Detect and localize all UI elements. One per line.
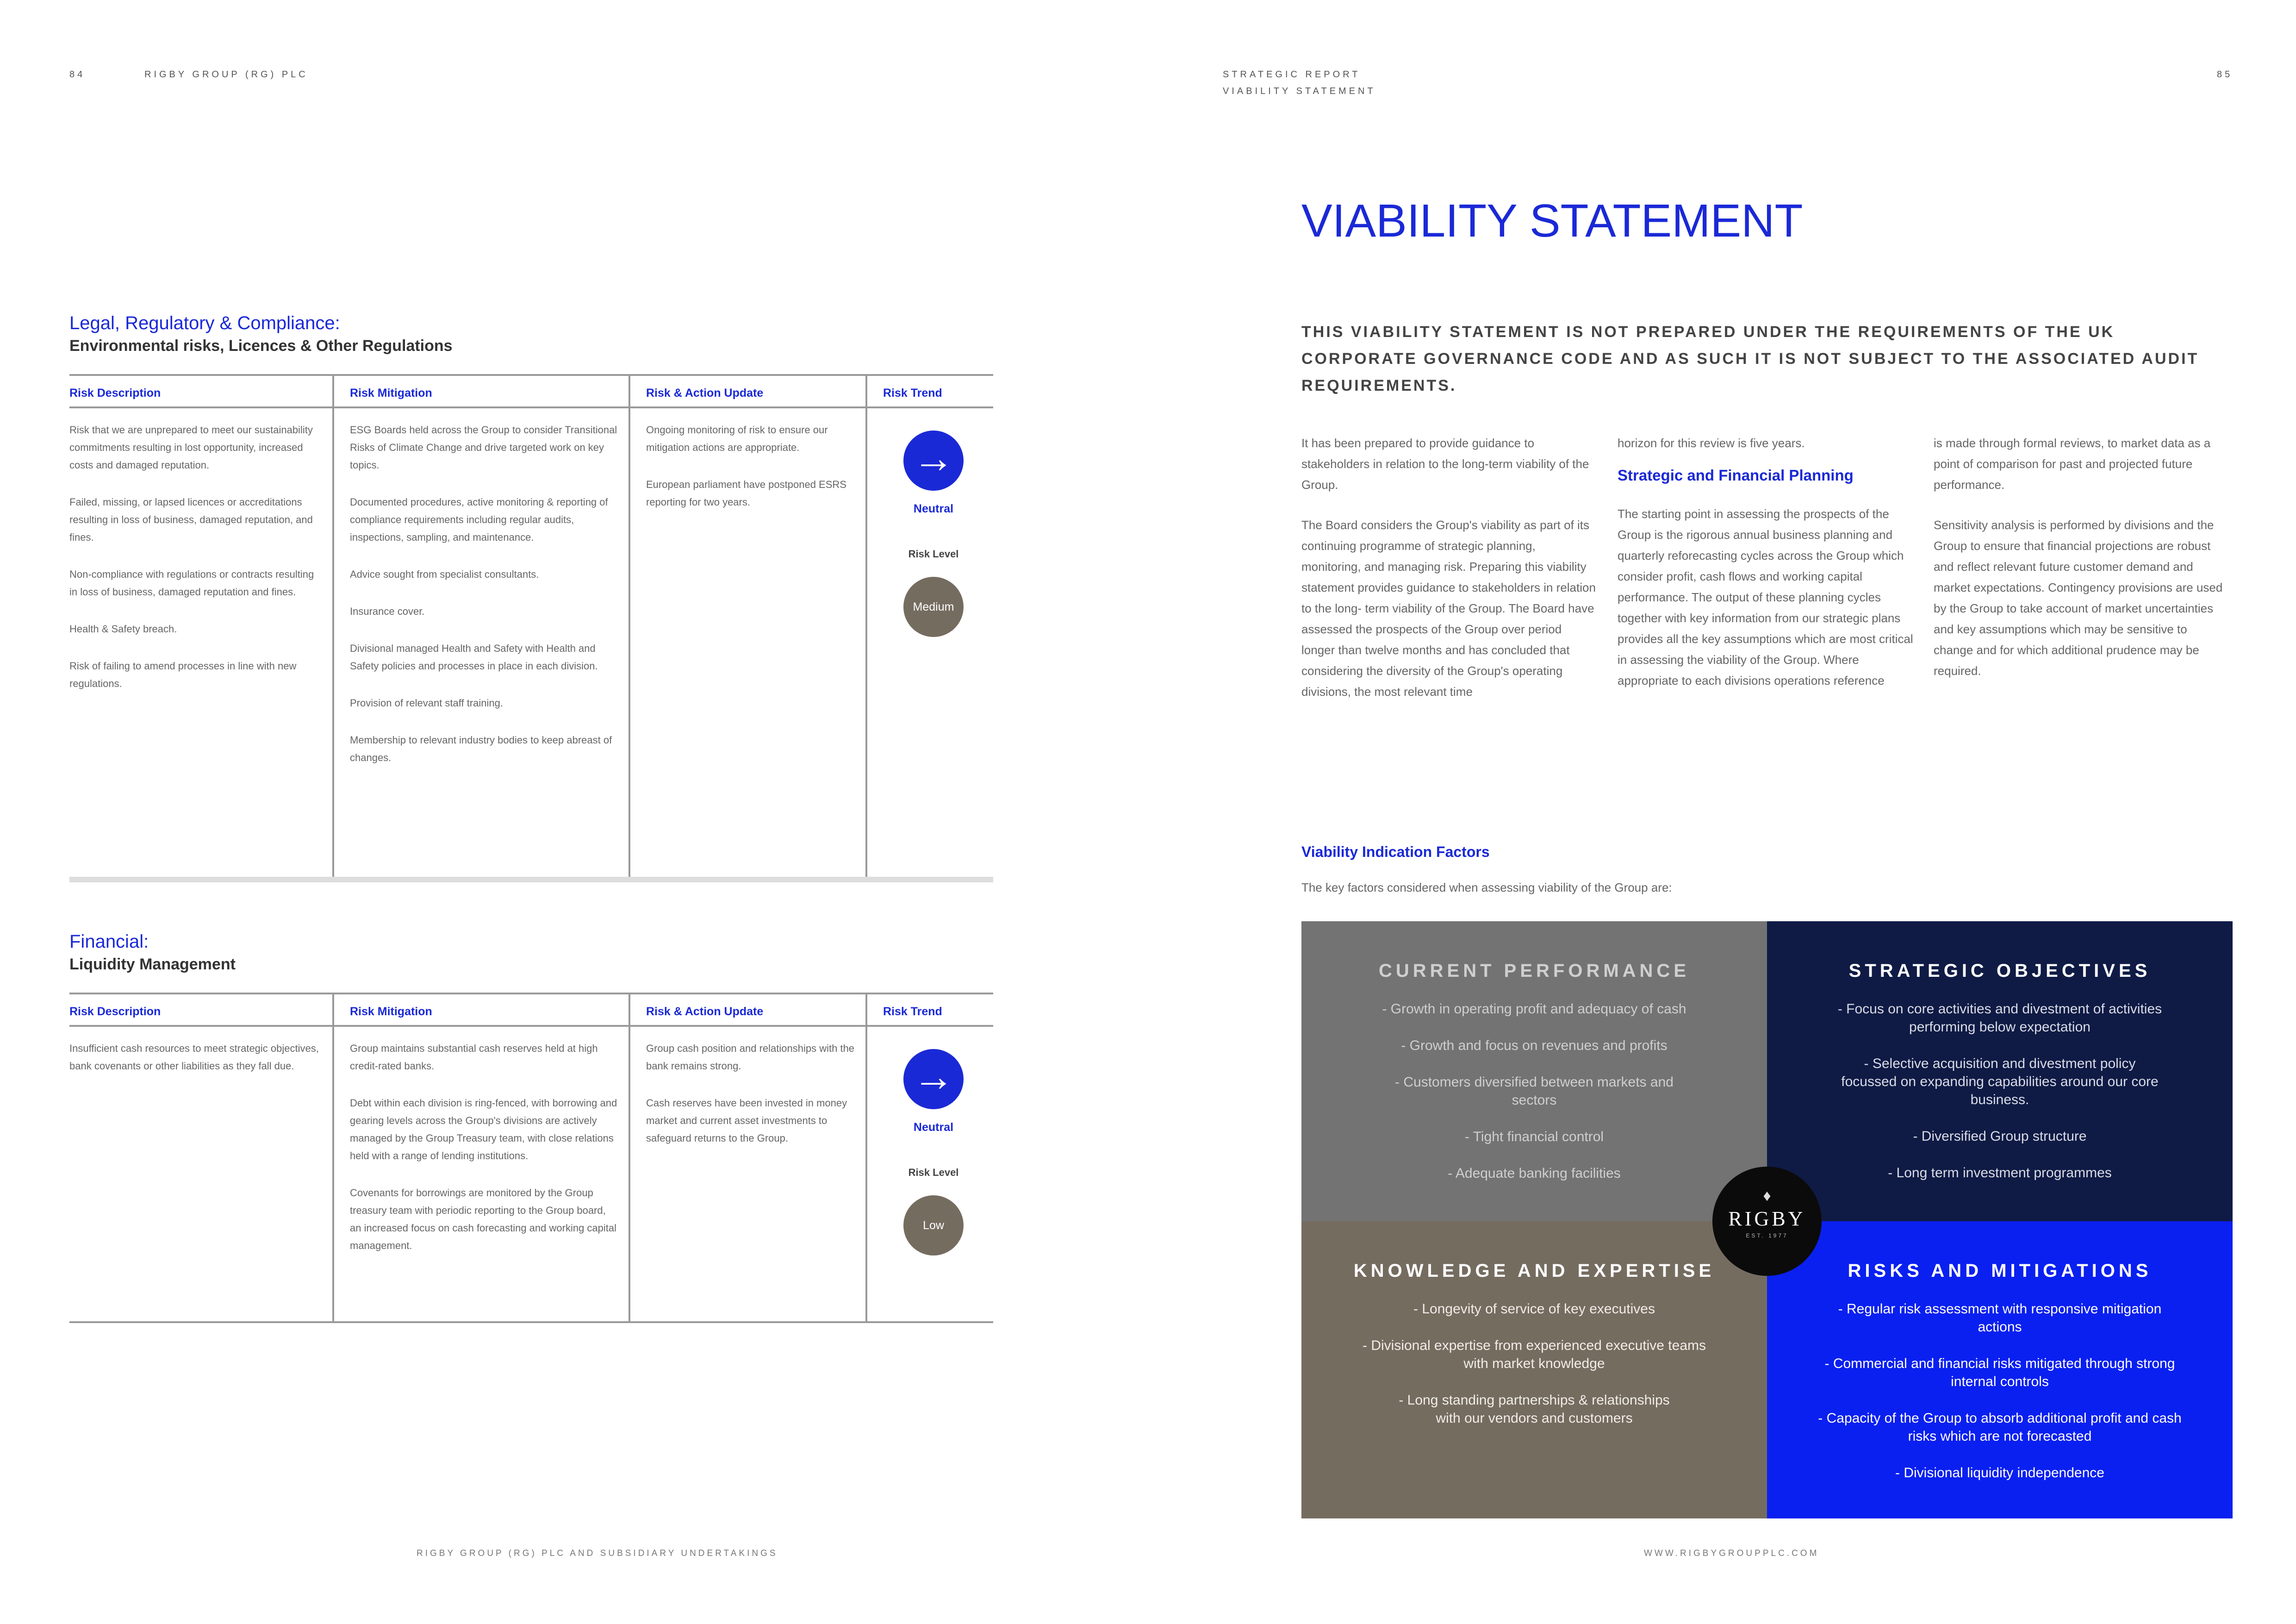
quadrant-title: RISKS AND MITIGATIONS	[1848, 1261, 2152, 1281]
header-risk-description: Risk Description	[69, 993, 333, 1026]
quadrant-item: - Long standing partnerships & relationships with our vendors and customers	[1399, 1393, 1670, 1426]
quadrant-knowledge-expertise	[1301, 1221, 1767, 1518]
page-title: VIABILITY STATEMENT	[1301, 195, 1803, 247]
risk-update-cell	[629, 1026, 866, 1322]
risk-update-cell	[629, 407, 866, 880]
description-paragraph: Risk that we are unprepared to meet our sustainability commitments resulting in lost opportunity, increased costs and damaged reputation.	[69, 424, 313, 471]
section-title-legal: Legal, Regulatory & Compliance:	[69, 313, 340, 333]
quadrant-item: - Customers diversified between markets and sectors	[1395, 1074, 1674, 1108]
quadrant-title: STRATEGIC OBJECTIVES	[1848, 961, 2151, 981]
risk-table-legal	[69, 374, 993, 882]
header-risk-action-update: Risk & Action Update	[629, 375, 866, 407]
quadrant-title: CURRENT PERFORMANCE	[1379, 961, 1690, 981]
mitigation-paragraph: Covenants for borrowings are monitored by the Group treasury team with periodic reporting to the Group board, an increased focus on cash forecasting and working capital management.	[350, 1187, 617, 1251]
mitigation-paragraph: Insurance cover.	[350, 606, 425, 617]
description-paragraph: Health & Safety breach.	[69, 623, 177, 635]
header-risk-mitigation: Risk Mitigation	[333, 993, 629, 1026]
mitigation-paragraph: Documented procedures, active monitoring & reporting of compliance requirements including regular audits, inspections, sampling, and maintenance.	[350, 496, 608, 543]
update-paragraph: European parliament have postponed ESRS reporting for two years.	[646, 479, 846, 508]
right-footer: WWW.RIGBYGROUPPLC.COM	[1644, 1549, 1819, 1558]
body-paragraph: The Board considers the Group's viability as part of its continuing programme of strategic planning, monitoring, and managing risk. Preparing this viability statement provides guidance to stakeholders in relation to the long- term viability of the Group. The Board have assessed the prospects of the Group over period longer than twelve months and has concluded that considering the diversity of the Group's operating divisions, the most relevant time	[1301, 518, 1596, 699]
quadrant-item: - Commercial and financial risks mitigated through strong internal controls	[1824, 1356, 2175, 1389]
quadrant-item: - Tight financial control	[1464, 1129, 1604, 1144]
factors-intro: The key factors considered when assessing viability of the Group are:	[1301, 881, 1672, 894]
mitigation-paragraph: ESG Boards held across the Group to consider Transitional Risks of Climate Change and drive targeted work on key topics.	[350, 424, 617, 471]
subheading-strategic-planning: Strategic and Financial Planning	[1618, 467, 1854, 484]
risk-level-badge: Low	[903, 1195, 964, 1255]
body-paragraph: Sensitivity analysis is performed by divisions and the Group to ensure that financial projections are robust and reflect relevant future customer demand and market expectations. Contingency provisions are used by the Group to take account of market uncertainties and key assumptions which may be sensitive to change and for which additional prudence may be required.	[1934, 518, 2223, 678]
table-header-row	[69, 375, 993, 407]
quadrant-strategic-objectives	[1767, 921, 2233, 1221]
section-subtitle-legal: Environmental risks, Licences & Other Regulations	[69, 337, 453, 355]
section-title-financial: Financial:	[69, 931, 149, 952]
risk-description-cell	[69, 407, 333, 880]
crest-icon: ♦	[1763, 1187, 1771, 1205]
left-page-number: 84	[69, 69, 86, 80]
left-company-name: RIGBY GROUP (RG) PLC	[144, 69, 308, 80]
quadrant-item: - Focus on core activities and divestment of activities performing below expectation	[1837, 1001, 2162, 1035]
quadrant-risks-mitigations	[1767, 1221, 2233, 1518]
description-paragraph: Failed, missing, or lapsed licences or accreditations resulting in loss of business, damaged reputation, and fines.	[69, 496, 313, 543]
description-paragraph: Insufficient cash resources to meet strategic objectives, bank covenants or other liabilities as they fall due.	[69, 1043, 319, 1072]
update-paragraph: Ongoing monitoring of risk to ensure our mitigation actions are appropriate.	[646, 424, 828, 453]
quadrant-item: - Divisional expertise from experienced executive teams with market knowledge	[1363, 1338, 1706, 1371]
arrow-right-icon: →	[903, 431, 964, 491]
table-header-row	[69, 993, 993, 1026]
quadrant-title: KNOWLEDGE AND EXPERTISE	[1353, 1261, 1715, 1281]
quadrant-item: - Diversified Group structure	[1913, 1129, 2087, 1144]
quadrant-item: - Capacity of the Group to absorb additional profit and cash risks which are not forecasted	[1818, 1411, 2182, 1444]
body-paragraph: is made through formal reviews, to market data as a point of comparison for past and projected future performance.	[1934, 436, 2211, 492]
logo-wordmark: RIGBY	[1728, 1207, 1806, 1230]
quadrant-item: - Selective acquisition and divestment policy focussed on expanding capabilities around our core business.	[1841, 1056, 2159, 1107]
mitigation-paragraph: Provision of relevant staff training.	[350, 697, 503, 709]
trend-label: Neutral	[913, 1121, 954, 1134]
quadrant-item: - Growth and focus on revenues and profits	[1401, 1038, 1668, 1053]
left-footer: RIGBY GROUP (RG) PLC AND SUBSIDIARY UNDERTAKINGS	[417, 1549, 778, 1558]
header-risk-trend: Risk Trend	[866, 375, 993, 407]
intro-statement: THIS VIABILITY STATEMENT IS NOT PREPARED UNDER THE REQUIREMENTS OF THE UK CORPORATE GOVERNANCE CODE AND AS SUCH IT IS NOT SUBJECT TO THE ASSOCIATED AUDIT REQUIREMENTS.	[1301, 323, 2199, 394]
header-risk-action-update: Risk & Action Update	[629, 993, 866, 1026]
body-paragraph: It has been prepared to provide guidance to stakeholders in relation to the long-term viability of the Group.	[1301, 436, 1589, 492]
quadrant-item: - Growth in operating profit and adequacy of cash	[1382, 1001, 1686, 1017]
update-paragraph: Group cash position and relationships with the bank remains strong.	[646, 1043, 855, 1072]
arrow-right-icon: →	[903, 1049, 964, 1109]
table-row	[69, 1026, 993, 1322]
risk-mitigation-cell	[333, 1026, 629, 1322]
quadrant-item: - Long term investment programmes	[1888, 1165, 2112, 1181]
breadcrumb-strategic-report: STRATEGIC REPORT	[1223, 69, 1361, 80]
risk-mitigation-cell	[333, 407, 629, 880]
mitigation-paragraph: Membership to relevant industry bodies to keep abreast of changes.	[350, 734, 612, 763]
factors-heading: Viability Indication Factors	[1301, 843, 1490, 860]
risk-description-cell	[69, 1026, 333, 1322]
header-risk-trend: Risk Trend	[866, 993, 993, 1026]
risk-trend-cell	[866, 407, 993, 880]
quadrant-item: - Regular risk assessment with responsive mitigation actions	[1838, 1301, 2162, 1335]
description-paragraph: Risk of failing to amend processes in line with new regulations.	[69, 660, 297, 689]
quadrant-item: - Longevity of service of key executives	[1413, 1301, 1655, 1317]
trend-label: Neutral	[913, 502, 954, 515]
description-paragraph: Non-compliance with regulations or contracts resulting in loss of business, damaged reputation and fines.	[69, 568, 314, 598]
section-subtitle-financial: Liquidity Management	[69, 956, 236, 973]
text-column-1	[1301, 433, 1598, 722]
header-risk-mitigation: Risk Mitigation	[333, 375, 629, 407]
quadrant-item: - Divisional liquidity independence	[1895, 1465, 2104, 1480]
body-paragraph: horizon for this review is five years.	[1618, 436, 1805, 450]
quadrant-current-performance	[1301, 921, 1767, 1221]
body-paragraph: The starting point in assessing the prospects of the Group is the rigorous annual business planning and quarterly reforecasting cycles across the Group which consider profit, cash flows and working capital performance. The output of these planning cycles together with key information from our strategic plans provides all the key assumptions which are most critical in assessing the viability of the Group. Where appropriate to each divisions operations reference	[1618, 507, 1913, 687]
text-column-2	[1618, 433, 1914, 711]
update-paragraph: Cash reserves have been invested in money market and current asset investments to safeguard returns to the Group.	[646, 1097, 847, 1144]
header-risk-description: Risk Description	[69, 375, 333, 407]
risk-level-label: Risk Level	[908, 1167, 959, 1178]
text-column-3	[1934, 433, 2230, 701]
risk-level-label: Risk Level	[908, 548, 959, 560]
risk-level-badge: Medium	[903, 577, 964, 637]
right-page-number: 85	[2217, 69, 2233, 80]
logo-established: EST. 1977	[1746, 1232, 1788, 1239]
mitigation-paragraph: Debt within each division is ring-fenced, with borrowing and gearing levels across the Group's divisions are actively managed by the Group Treasury team, with close relations held with a range of lending institutions.	[350, 1097, 617, 1162]
table-row	[69, 407, 993, 880]
breadcrumb-viability-statement: VIABILITY STATEMENT	[1223, 86, 1376, 96]
mitigation-paragraph: Advice sought from specialist consultants.	[350, 568, 539, 580]
quadrant-item: - Adequate banking facilities	[1448, 1166, 1621, 1181]
rigby-logo	[1712, 1167, 1822, 1276]
risk-table-financial	[69, 993, 993, 1323]
mitigation-paragraph: Divisional managed Health and Safety with Health and Safety policies and processes in place in each division.	[350, 643, 598, 672]
risk-trend-cell	[866, 1026, 993, 1322]
mitigation-paragraph: Group maintains substantial cash reserves held at high credit-rated banks.	[350, 1043, 598, 1072]
